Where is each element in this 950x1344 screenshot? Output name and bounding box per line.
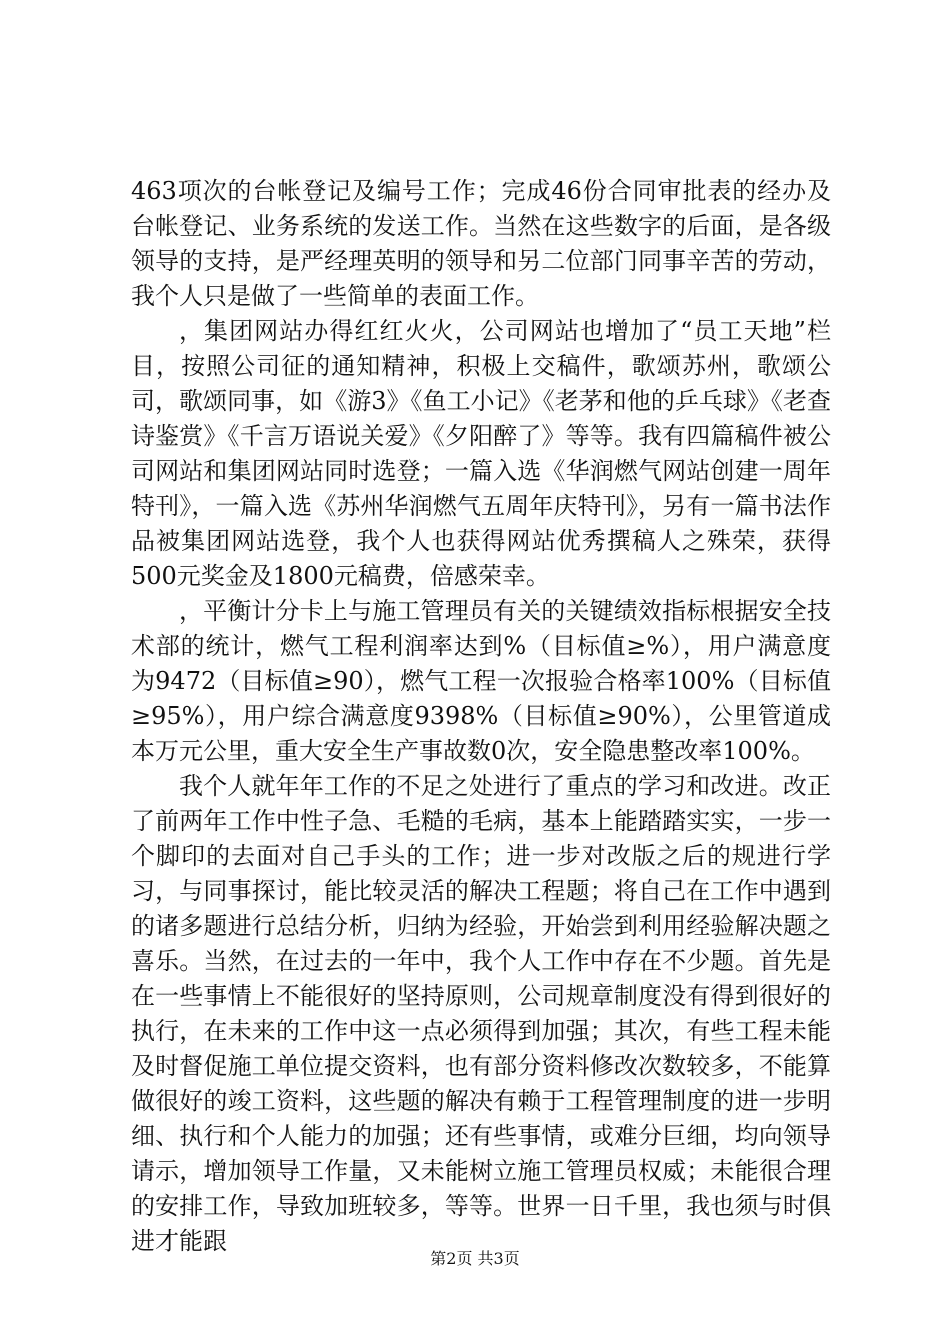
body-text xyxy=(131,174,831,1259)
page-footer: 第2页 共3页 xyxy=(430,1249,520,1268)
paragraph-3: ，平衡计分卡上与施工管理员有关的关键绩效指标根据安全技术部的统计，燃气工程利润率达到%（目标值≥%），用户满意度为9472（目标值≥90），燃气工程一次报验合格率100%（目标值≥95%），用户综合满意度9398%（目标值≥90%），公里管道成本万元公里，重大安全生产事故数0次，安全隐患整改率100%。 xyxy=(131,597,831,765)
paragraph-2: ，集团网站办得红红火火，公司网站也增加了“员工天地”栏目，按照公司征的通知精神，积极上交稿件，歌颂苏州，歌颂公司，歌颂同事，如《游3》《鱼工小记》《老茅和他的乒乓球》《老查诗鉴赏》《千言万语说关爱》《夕阳醉了》等等。我有四篇稿件被公司网站和集团网站同时选登；一篇入选《华润燃气网站创建一周年特刊》，一篇入选《苏州华润燃气五周年庆特刊》，另有一篇书法作品被集团网站选登，我个人也获得网站优秀撰稿人之殊荣，获得500元奖金及1800元稿费，倍感荣幸。 xyxy=(131,317,831,590)
paragraph-4: 我个人就年年工作的不足之处进行了重点的学习和改进。改正了前两年工作中性子急、毛糙的毛病，基本上能踏踏实实，一步一个脚印的去面对自己手头的工作；进一步对改版之后的规进行学习，与同事探讨，能比较灵活的解决工程题；将自己在工作中遇到的诸多题进行总结分析，归纳为经验，开始尝到利用经验解决题之喜乐。当然，在过去的一年中，我个人工作中存在不少题。首先是在一些事情上不能很好的坚持原则，公司规章制度没有得到很好的执行，在未来的工作中这一点必须得到加强；其次，有些工程未能及时督促施工单位提交资料，也有部分资料修改次数较多，不能算做很好的竣工资料，这些题的解决有赖于工程管理制度的进一步明细、执行和个人能力的加强；还有些事情，或难分巨细，均向领导请示，增加领导工作量，又未能树立施工管理员权威；未能很合理的安排工作，导致加班较多，等等。世界一日千里，我也须与时俱进才能跟 xyxy=(131,772,831,1255)
paragraph-1: 463项次的台帐登记及编号工作；完成46份合同审批表的经办及台帐登记、业务系统的发送工作。当然在这些数字的后面，是各级领导的支持，是严经理英明的领导和另二位部门同事辛苦的劳动，我个人只是做了一些简单的表面工作。 xyxy=(131,177,831,310)
